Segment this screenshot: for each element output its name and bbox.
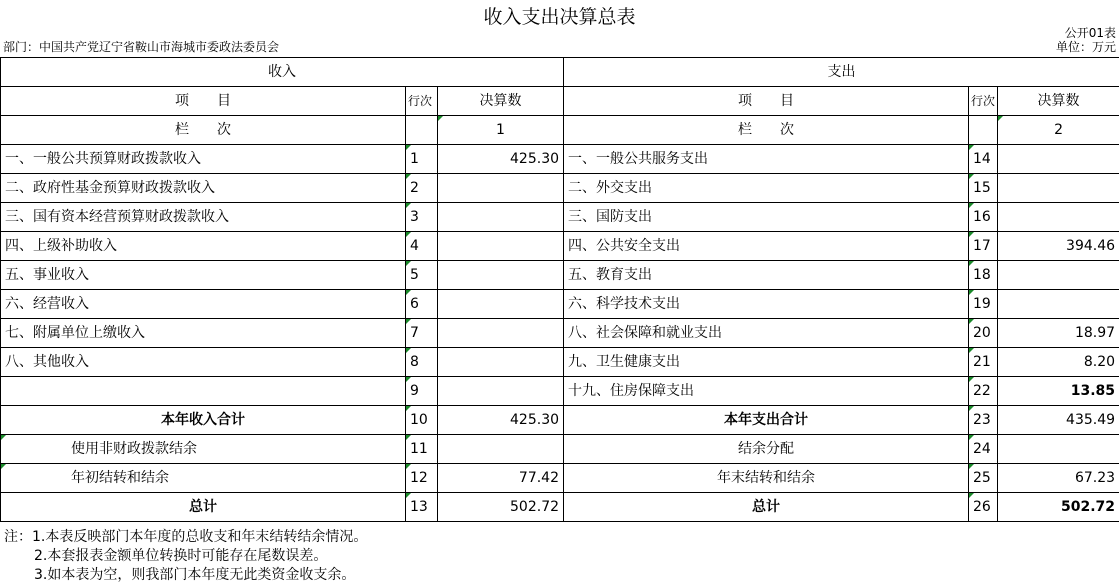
expense-grand-total-amount: 502.72 [998,493,1119,522]
expense-line-number: 23 [969,406,998,435]
column-header-row [1,87,1119,116]
expense-amount [998,145,1119,174]
income-line-number: 3 [406,203,438,232]
income-line-number: 7 [406,319,438,348]
expense-amount [998,261,1119,290]
column-number-row [1,116,1119,145]
table-row [1,203,1119,232]
expense-item-name: 四、公共安全支出 [564,232,969,261]
table-row [1,348,1119,377]
income-annual-total-amount: 425.30 [438,406,564,435]
table-row [1,290,1119,319]
income-line-number: 2 [406,174,438,203]
expense-line-number: 17 [969,232,998,261]
expense-amount [998,435,1119,464]
footnote-3: 3.如本表为空，则我部门本年度无此类资金收支余。 [34,567,356,583]
income-line-number: 9 [406,377,438,406]
expense-item-name: 九、卫生健康支出 [564,348,969,377]
income-line-header: 行次 [406,87,438,116]
expense-line-number: 20 [969,319,998,348]
income-annual-total-label: 本年收入合计 [1,406,406,435]
table-row [1,145,1119,174]
income-amount [438,377,564,406]
expense-annual-total-label: 本年支出合计 [564,406,969,435]
income-item-name: 六、经营收入 [1,290,406,319]
grand-total-row [1,493,1119,522]
unit-label: 单位：万元 [1055,40,1116,54]
table-row [1,232,1119,261]
income-item-name: 五、事业收入 [1,261,406,290]
income-line-number: 13 [406,493,438,522]
expense-annual-total-amount: 435.49 [998,406,1119,435]
table-row [1,319,1119,348]
expense-section-header: 支出 [564,58,1119,87]
expense-amount-header: 决算数 [998,87,1119,116]
income-item-name: 二、政府性基金预算财政拨款收入 [1,174,406,203]
income-line-number: 11 [406,435,438,464]
income-expense-table [0,57,1119,522]
expense-item-name: 八、社会保障和就业支出 [564,319,969,348]
expense-column-label: 栏 次 [564,116,969,145]
income-line-number: 6 [406,290,438,319]
footnote-1: 注：1.本表反映部门本年度的总收支和年末结转结余情况。 [4,529,368,545]
income-item-header: 项 目 [1,87,406,116]
expense-item-name: 二、外交支出 [564,174,969,203]
footnote-2: 2.本套报表金额单位转换时可能存在尾数误差。 [34,548,328,564]
income-line-number: 4 [406,232,438,261]
income-line-number: 8 [406,348,438,377]
form-code: 公开01表 [1064,26,1116,40]
table-row [1,377,1119,406]
table-row [1,174,1119,203]
expense-item-name: 年末结转和结余 [564,464,969,493]
footnotes [4,528,367,585]
expense-line-number: 18 [969,261,998,290]
expense-line-number: 21 [969,348,998,377]
income-line-number: 12 [406,464,438,493]
annual-total-row [1,406,1119,435]
income-item-name: 使用非财政拨款结余 [1,435,406,464]
income-amount [438,232,564,261]
income-item-name [1,377,406,406]
expense-amount: 8.20 [998,348,1119,377]
income-amount: 425.30 [438,145,564,174]
expense-item-name: 六、科学技术支出 [564,290,969,319]
expense-amount: 394.46 [998,232,1119,261]
expense-line-number: 16 [969,203,998,232]
income-grand-total-amount: 502.72 [438,493,564,522]
expense-item-name: 结余分配 [564,435,969,464]
income-item-name: 三、国有资本经营预算财政拨款收入 [1,203,406,232]
income-item-name: 八、其他收入 [1,348,406,377]
income-amount [438,348,564,377]
expense-line-header: 行次 [969,87,998,116]
expense-amount: 67.23 [998,464,1119,493]
income-line-number: 5 [406,261,438,290]
income-item-name: 年初结转和结余 [1,464,406,493]
expense-line-number: 26 [969,493,998,522]
expense-line-number: 25 [969,464,998,493]
section-header-row [1,58,1119,87]
expense-line-number: 19 [969,290,998,319]
income-amount-header: 决算数 [438,87,564,116]
income-line-number: 10 [406,406,438,435]
income-amount [438,319,564,348]
table-row [1,261,1119,290]
income-amount [438,435,564,464]
report-title: 收入支出决算总表 [483,6,636,28]
income-amount [438,290,564,319]
income-line-blank [406,116,438,145]
income-amount [438,203,564,232]
expense-amount: 18.97 [998,319,1119,348]
expense-column-number: 2 [998,116,1119,145]
expense-item-header: 项 目 [564,87,969,116]
income-amount: 77.42 [438,464,564,493]
expense-item-name: 五、教育支出 [564,261,969,290]
income-item-name: 四、上级补助收入 [1,232,406,261]
income-item-name: 七、附属单位上缴收入 [1,319,406,348]
income-amount [438,261,564,290]
expense-item-name: 十九、住房保障支出 [564,377,969,406]
table-row [1,464,1119,493]
income-column-number: 1 [438,116,564,145]
expense-line-blank [969,116,998,145]
income-item-name: 一、一般公共预算财政拨款收入 [1,145,406,174]
income-amount [438,174,564,203]
department-label: 部门：中国共产党辽宁省鞍山市海城市委政法委员会 [3,40,280,54]
income-line-number: 1 [406,145,438,174]
income-section-header: 收入 [1,58,564,87]
expense-amount [998,290,1119,319]
income-grand-total-label: 总计 [1,493,406,522]
income-column-label: 栏 次 [1,116,406,145]
expense-amount: 13.85 [998,377,1119,406]
expense-amount [998,174,1119,203]
expense-line-number: 22 [969,377,998,406]
expense-line-number: 14 [969,145,998,174]
table-row [1,435,1119,464]
expense-item-name: 一、一般公共服务支出 [564,145,969,174]
expense-line-number: 24 [969,435,998,464]
expense-item-name: 三、国防支出 [564,203,969,232]
expense-line-number: 15 [969,174,998,203]
expense-amount [998,203,1119,232]
expense-grand-total-label: 总计 [564,493,969,522]
